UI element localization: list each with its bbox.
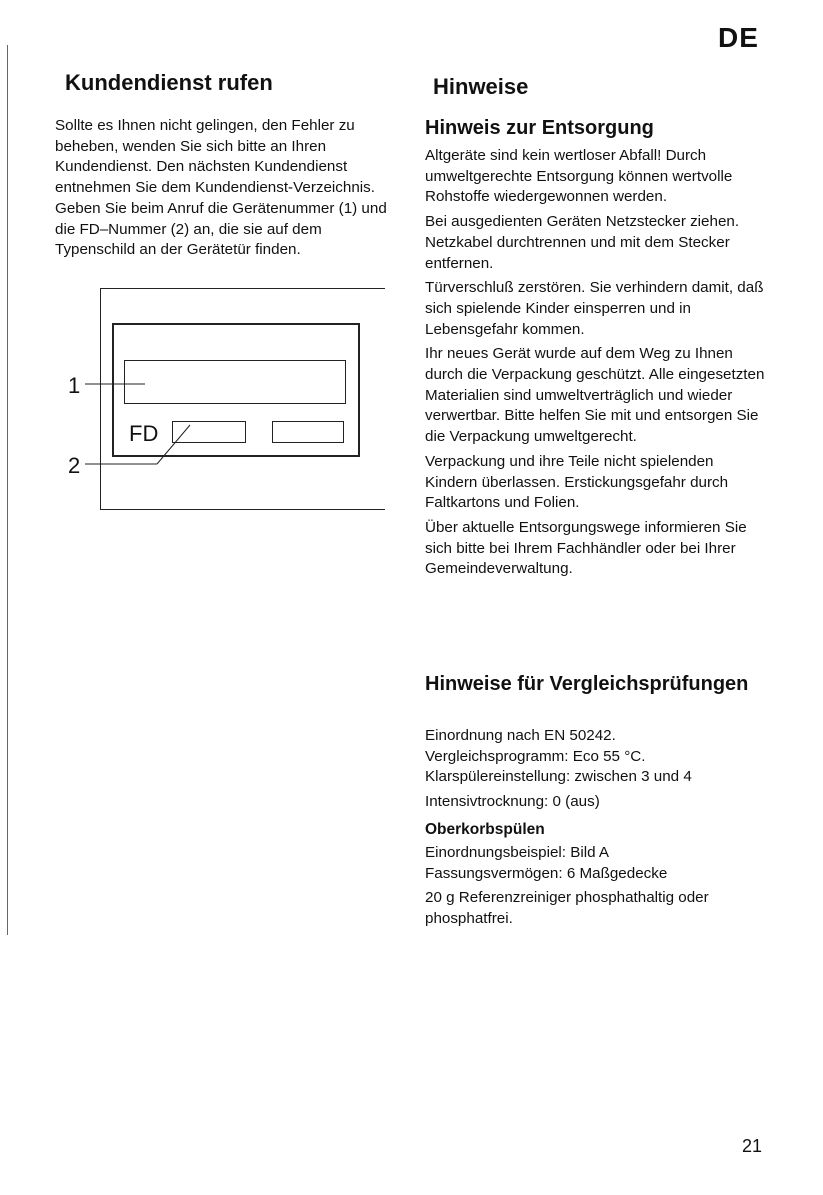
disposal-paragraph: Ihr neues Gerät wurde auf dem Weg zu Ihnen durch die Verpackung geschützt. Alle eingesetzten Materialien sind umweltverträglich und wieder verwertbar. Bitte helfen Sie mit und entsorgen Sie die Verpackung umweltgerecht. xyxy=(425,345,765,446)
disposal-heading: Hinweis zur Entsorgung xyxy=(425,117,654,139)
notes-heading: Hinweise xyxy=(433,74,529,99)
disposal-paragraph: Altgeräte sind kein wertloser Abfall! Durch umweltgerechte Entsorgung können wertvolle Rohstoffe wiedergewonnen werden. xyxy=(425,147,733,206)
comparison-line: Klarspülereinstellung: zwischen 3 und 4 xyxy=(425,768,692,786)
customer-service-heading: Kundendienst rufen xyxy=(65,70,273,95)
comparison-line: Vergleichsprogramm: Eco 55 °C. xyxy=(425,747,646,765)
callout-2-leader xyxy=(157,425,190,464)
disposal-paragraph: Über aktuelle Entsorgungswege informieren Sie sich bitte bei Ihrem Fachhändler oder bei Ihrer Gemeindeverwaltung. xyxy=(425,518,747,578)
disposal-paragraph: Bei ausgedienten Geräten Netzstecker ziehen. Netzkabel durchtrennen und mit dem Stecker entfernen. xyxy=(425,213,740,272)
disposal-section xyxy=(425,146,770,580)
comparison-line: Einordnung nach EN 50242. xyxy=(425,727,616,744)
callout-1: 1 xyxy=(68,373,81,398)
upper-basket-line: 20 g Referenzreiniger phosphathaltig oder phosphatfrei. xyxy=(425,889,709,927)
fd-label: FD xyxy=(129,421,159,446)
nameplate-figure xyxy=(55,280,390,520)
upper-basket-section xyxy=(425,843,770,930)
comparison-line: Intensivtrocknung: 0 (aus) xyxy=(425,793,600,811)
disposal-paragraph: Türverschluß zerstören. Sie verhindern damit, daß sich spielende Kinder einsperren und in Lebensgefahr kommen. xyxy=(425,279,764,338)
customer-service-text: Sollte es Ihnen nicht gelingen, den Fehler zu beheben, wenden Sie sich bitte an Ihren Kundendienst. Den nächsten Kundendienst entnehmen Sie dem Kundendienst-Verzeichnis. Geben Sie beim Anruf die Gerätenummer (1) und die FD–Nummer (2) an, die sie auf dem Typenschild an der Gerätetür finden. xyxy=(55,117,387,259)
upper-basket-line: Einordnungsbeispiel: Bild A Fassungsvermögen: 6 Maßgedecke xyxy=(425,843,668,882)
page-number: 21 xyxy=(742,1136,763,1156)
comparison-heading: Hinweise für Vergleichsprüfungen xyxy=(425,673,749,695)
language-code: DE xyxy=(718,22,759,53)
callout-2: 2 xyxy=(68,453,81,478)
callout-lines xyxy=(55,280,390,520)
upper-basket-heading: Oberkorbspülen xyxy=(425,820,545,838)
left-column xyxy=(55,70,387,259)
margin-line xyxy=(7,45,8,935)
comparison-section xyxy=(425,726,770,930)
disposal-paragraph: Verpackung und ihre Teile nicht spielenden Kindern überlassen. Erstickungsgefahr durch Faltkartons und Folien. xyxy=(425,452,729,512)
